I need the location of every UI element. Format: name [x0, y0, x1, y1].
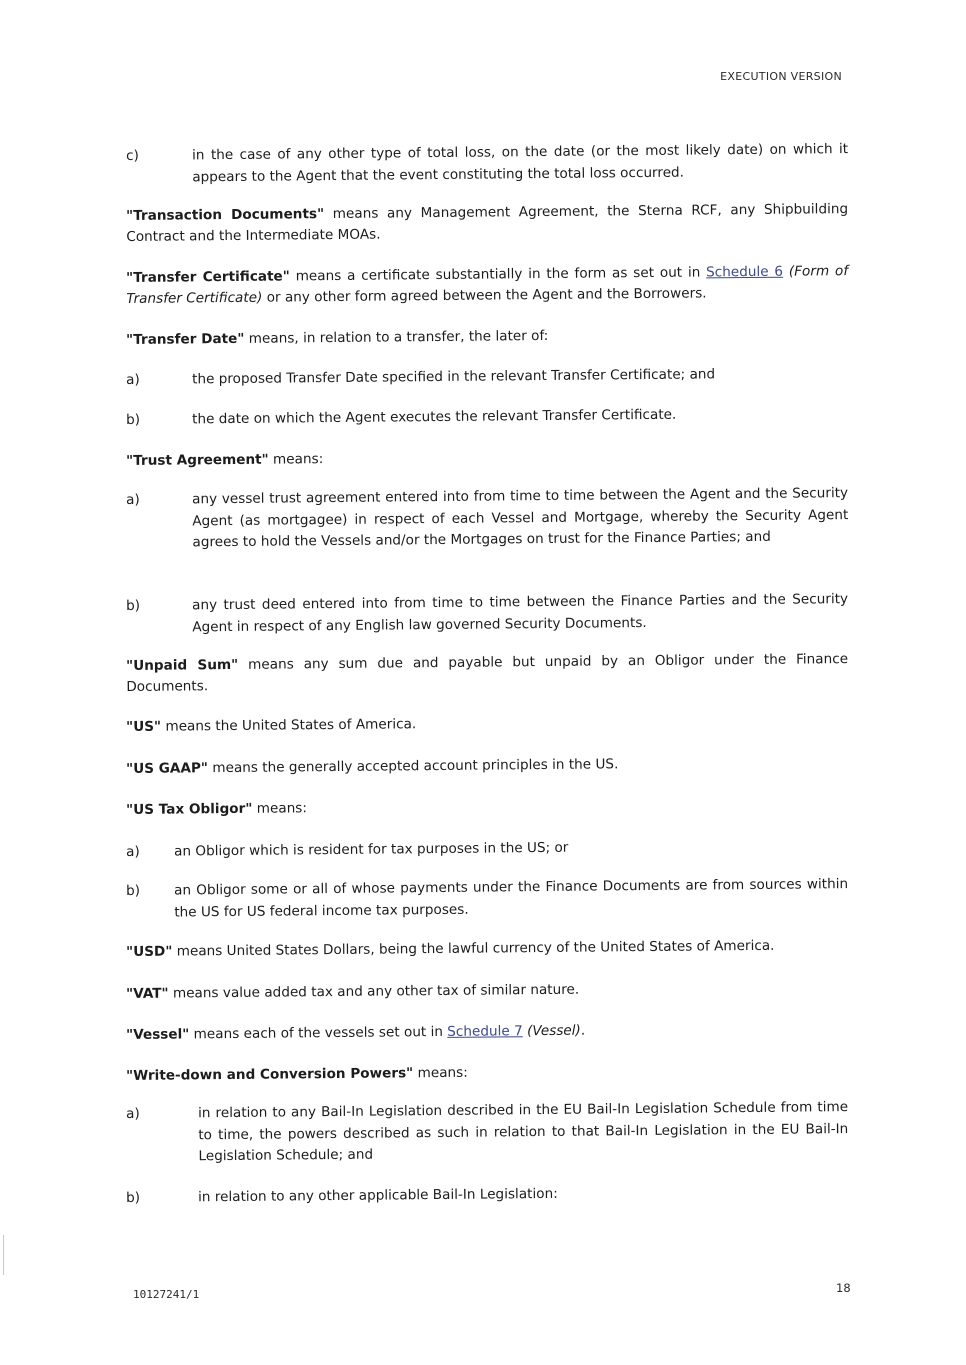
item-label: c) — [126, 147, 139, 164]
item-text: any trust deed entered into from time to time between the Finance Parties and the Security Agent in respect of any English law governed Security Documents. — [192, 591, 849, 635]
definition-text: means the generally accepted account principles in the US. — [207, 756, 619, 777]
document-reference: 10127241/1 — [133, 1288, 200, 1301]
defined-term: "US GAAP" — [126, 760, 209, 777]
item-label: a) — [126, 371, 140, 388]
definition-write-down-conversion-powers — [126, 1059, 848, 1087]
definition-us — [126, 710, 848, 738]
definition-italic: (Vessel) — [526, 1022, 581, 1040]
page-number: 18 — [836, 1281, 851, 1295]
list-item — [126, 835, 848, 863]
definition-transfer-certificate — [126, 261, 848, 310]
defined-term: "US Tax Obligor" — [126, 800, 253, 818]
definition-text: means a certificate substantially in the form as set out in — [289, 264, 707, 285]
definition-transfer-date — [126, 323, 848, 351]
defined-term: "Transfer Date" — [126, 330, 245, 348]
definition-text: means, in relation to a transfer, the later of: — [244, 327, 549, 347]
item-text: the date on which the Agent executes the relevant Transfer Certificate. — [192, 406, 677, 428]
definition-usd — [126, 935, 848, 963]
execution-version-header: EXECUTION VERSION — [720, 70, 842, 83]
definition-transaction-documents — [126, 199, 848, 248]
item-label: a) — [126, 491, 140, 508]
defined-term: "Vessel" — [126, 1026, 190, 1043]
schedule-7-link[interactable]: Schedule 7 — [447, 1023, 523, 1040]
item-label: b) — [126, 411, 141, 428]
schedule-6-link[interactable]: Schedule 6 — [706, 263, 784, 281]
item-label: b) — [126, 1189, 141, 1206]
definition-unpaid-sum — [126, 649, 848, 698]
list-item — [126, 1097, 849, 1168]
item-text: an Obligor some or all of whose payments under the Finance Documents are from sources within the US for US federal income tax purposes. — [174, 876, 849, 921]
defined-term: "Transfer Certificate" — [126, 268, 290, 286]
list-item — [126, 589, 848, 639]
definition-trust-agreement — [126, 444, 848, 472]
definition-us-tax-obligor — [126, 793, 848, 821]
definition-text: means any Management Agreement, the Sterna RCF, any Shipbuilding Contract and the Intermediate MOAs. — [126, 201, 849, 245]
definition-vessel — [126, 1018, 848, 1046]
definition-text-end: or any other form agreed between the Agent and the Borrowers. — [262, 285, 707, 306]
item-text: the proposed Transfer Date specified in the relevant Transfer Certificate; and — [192, 366, 716, 388]
item-text: any vessel trust agreement entered into from time to time between the Agent and the Security Agent (as mortgagee) in respect of each Vessel and Mortgage, whereby the Security Agent agrees to hold the Vessels and/or the Mortgages on trust for the Finance Parties; and — [192, 485, 849, 551]
list-item-c — [126, 139, 848, 189]
defined-term: "USD" — [126, 943, 173, 960]
item-text: in relation to any other applicable Bail-In Legislation: — [198, 1185, 558, 1206]
defined-term: "Transaction Documents" — [126, 206, 325, 224]
definition-text: means United States Dollars, being the lawful currency of the United States of America. — [172, 937, 775, 960]
definition-text: means each of the vessels set out in — [189, 1023, 448, 1043]
definition-text-end: . — [580, 1022, 586, 1039]
definition-text: means: — [268, 451, 324, 468]
definition-text: means the United States of America. — [161, 716, 417, 735]
item-text: in relation to any Bail-In Legislation described in the EU Bail-In Legislation Schedule from time to time, the powers described as such in relation to that Bail-In Legislation in the EU Bail-In Legislation Schedule; and — [198, 1099, 849, 1165]
definition-us-gaap — [126, 752, 848, 780]
list-item — [126, 403, 848, 431]
defined-term: "US" — [126, 718, 162, 735]
defined-term: "Unpaid Sum" — [126, 656, 239, 674]
item-text: an Obligor which is resident for tax purposes in the US; or — [174, 839, 569, 860]
item-label: a) — [126, 1105, 140, 1122]
definition-text: means any sum due and payable but unpaid by an Obligor under the Finance Documents. — [126, 651, 849, 695]
item-text: in the case of any other type of total loss, on the date (or the most likely date) on which it appears to the Agent that the event constituting the total loss occurred. — [192, 141, 849, 185]
definition-text: means: — [252, 800, 308, 817]
definition-italic: (Form of Transfer Certificate) — [126, 263, 849, 307]
item-label: a) — [126, 843, 140, 860]
scan-edge-mark — [3, 1235, 4, 1275]
defined-term: "Write-down and Conversion Powers" — [126, 1065, 414, 1084]
definition-text: means value added tax and any other tax of similar nature. — [168, 981, 580, 1002]
definition-vat — [126, 977, 848, 1005]
defined-term: "VAT" — [126, 985, 169, 1002]
list-item — [126, 483, 849, 554]
list-item — [126, 363, 848, 391]
list-item — [126, 874, 848, 924]
item-label: b) — [126, 597, 141, 614]
item-label: b) — [126, 882, 141, 899]
list-item — [126, 1181, 848, 1209]
definition-text: means: — [413, 1064, 468, 1082]
defined-term: "Trust Agreement" — [126, 451, 269, 469]
